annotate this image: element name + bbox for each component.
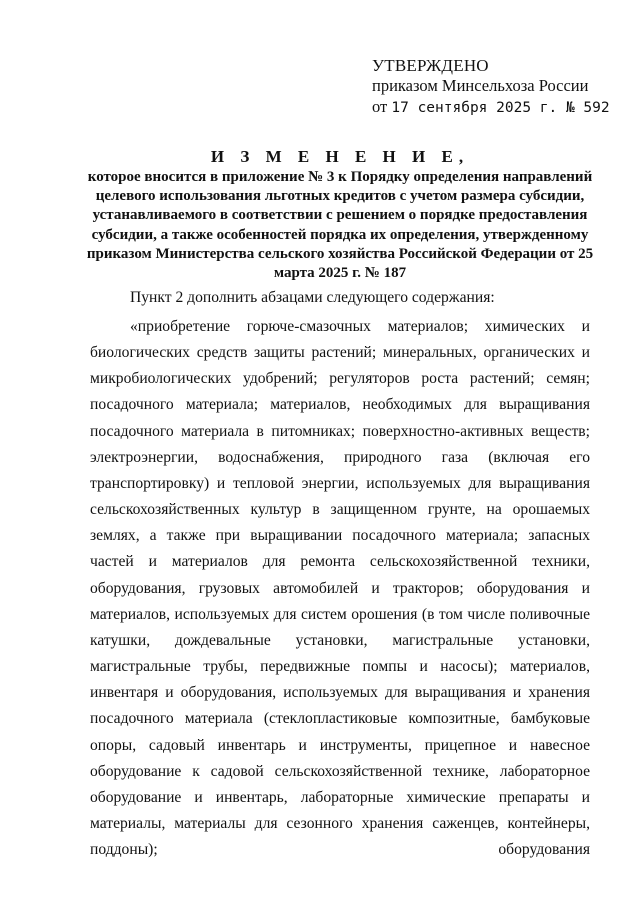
- approved-label: УТВЕРЖДЕНО: [372, 56, 489, 75]
- approval-date: [372, 96, 622, 119]
- document-title: [70, 146, 610, 283]
- approving-order: приказом Минсельхоза России: [372, 76, 589, 95]
- title-subtitle: которое вносится в приложение № 3 к Порядку определения направлений целевого использования льготных кредитов с учетом размера субсидии, устанавливаемого в соответствии с решением о порядке предоставления субсидии, а также особенностей порядка их определения, утвержденному приказом Министерства сельского хозяйства Российской Федерации от 25 марта 2025 г. № 187: [86, 169, 594, 282]
- title-heading: И З М Е Н Е Н И Е,: [210, 147, 470, 166]
- date-value: 17 сентября 2025 г. № 592: [391, 100, 610, 116]
- date-prefix: от: [372, 97, 388, 116]
- body-paragraph-1: Пункт 2 дополнить абзацами следующего содержания:: [130, 289, 495, 306]
- document-body: [90, 284, 590, 863]
- approval-stamp: [372, 56, 622, 119]
- body-paragraph-2: «приобретение горюче-смазочных материалов; химических и биологических средств защиты растений; минеральных, органических и микробиологических удобрений; регуляторов роста растений; семян; посадочного материала; материалов, необходимых для выращивания посадочного материала в питомниках; поверхностно-активных веществ; электроэнергии, водоснабжения, природного газа (включая его транспортировку) и тепловой энергии, используемых для выращивания сельскохозяйственных культур в защищенном грунте, на орошаемых землях, а также при выращивании посадочного материала; запасных частей и материалов для ремонта сельскохозяйственной техники, оборудования, грузовых автомобилей и тракторов; оборудования и материалов, используемых для систем орошения (в том числе поливочные катушки, дождевальные установки, магистральные установки, магистральные трубы, передвижные помпы и насосы); материалов, инвентаря и оборудования, используемых для выращивания и хранения посадочного материала (стеклопластиковые композитные, бамбуковые опоры, садовый инвентарь и инструменты, прицепное и навесное оборудование к садовой сельскохозяйственной технике, лабораторное оборудование и инвентарь, лабораторные химические препараты и материалы, материалы для сезонного хранения саженцев, контейнеры, поддоны); оборудования: [90, 318, 590, 859]
